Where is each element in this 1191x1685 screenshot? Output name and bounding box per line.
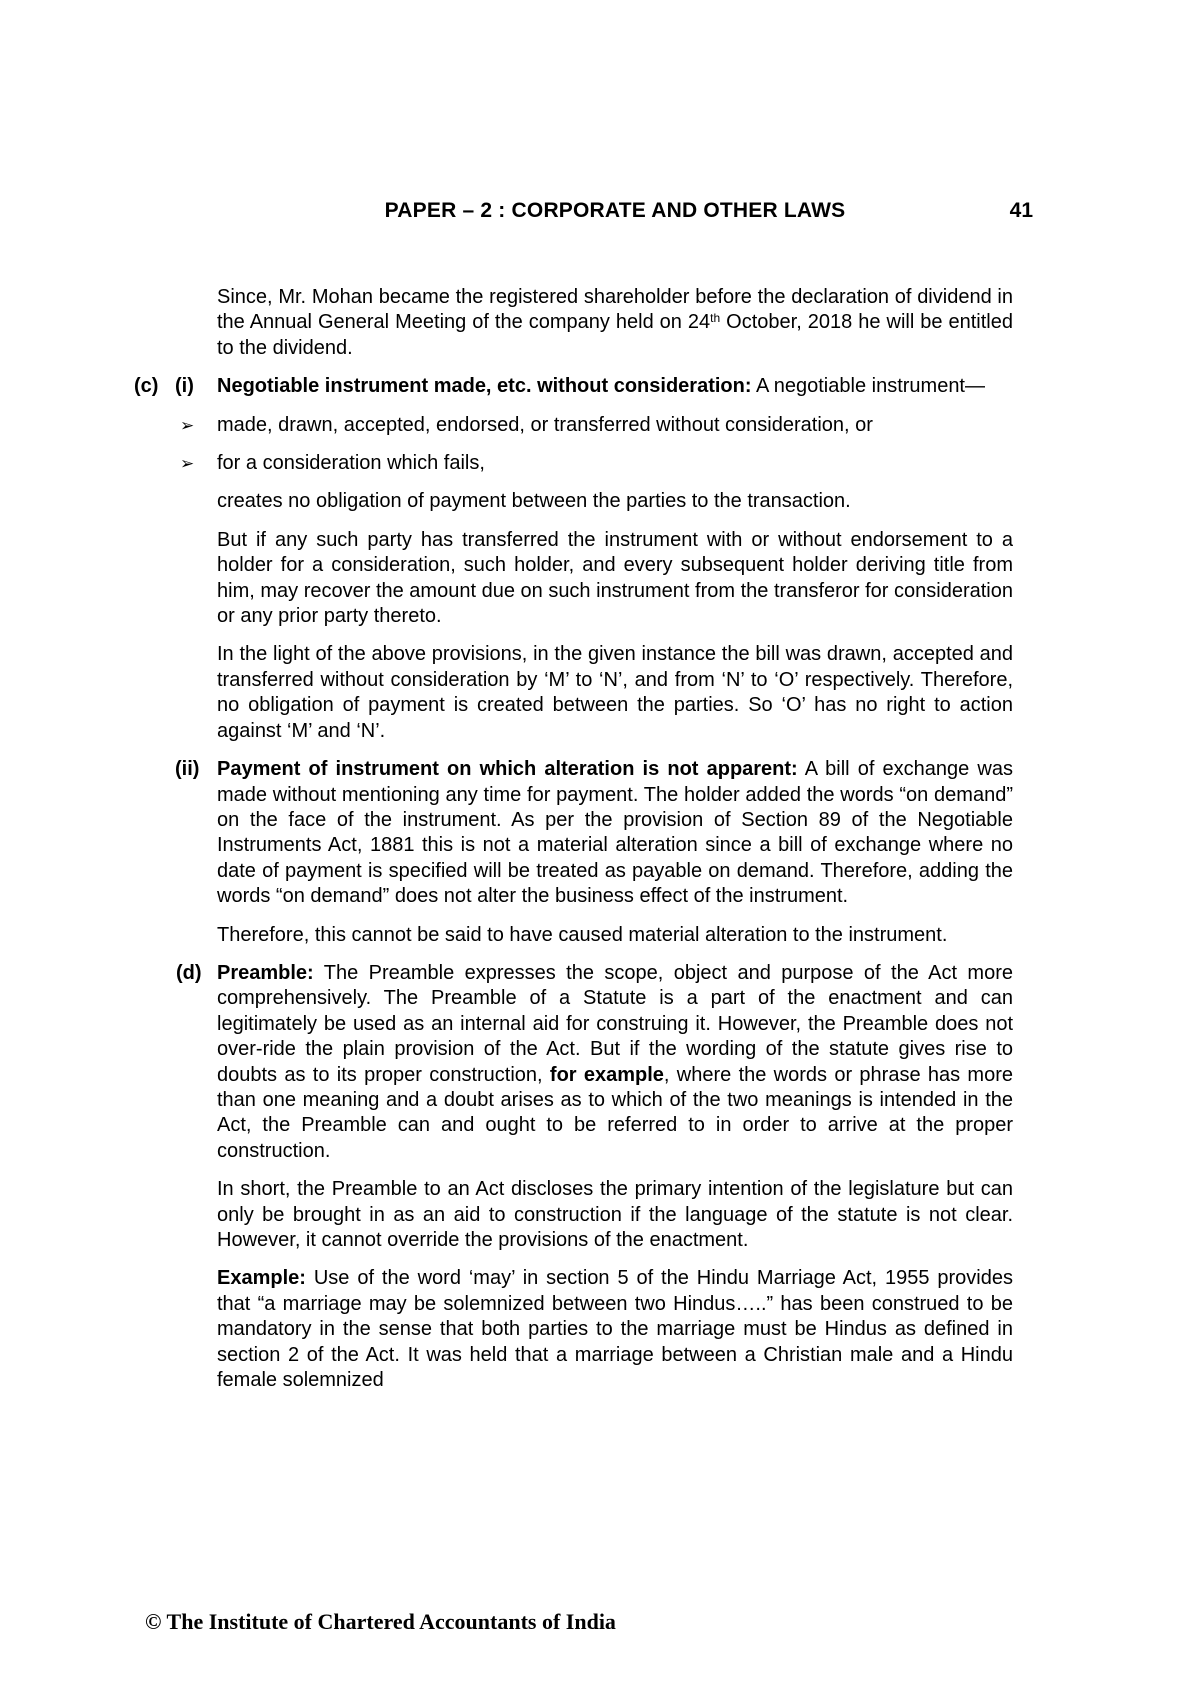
bullet-item-1-text: made, drawn, accepted, endorsed, or transferred without consideration, or bbox=[217, 413, 873, 436]
item-c-ii-body-text: A bill of exchange was made without mentioning any time for payment. The holder added the words “on demand” on the face of the instrument. As per the provision of Section 89 of the Negotiable Instruments Act, 1881 this is not a material alteration since a bill of exchange where no date of payment is specified will be treated as payable on demand. Therefore, adding the words “on demand” does not alter the business effect of the instrument. bbox=[217, 758, 1014, 908]
example-label-bold: Example: bbox=[217, 1267, 306, 1290]
bullet-item-2-text: for a consideration which fails, bbox=[217, 452, 485, 475]
item-c-ii-marker: (ii) bbox=[175, 758, 200, 781]
arrow-bullet-icon: ➢ bbox=[180, 454, 195, 475]
example-body-text: Use of the word ‘may’ in section 5 of the Hindu Marriage Act, 1955 provides that “a marriage may be solemnized between two Hindus…..” has been construed to be mandatory in the sense that both parties to the marriage must be Hindus as defined in section 2 of the Act. It was held that a marriage between a Christian male and a Hindu female solemnized bbox=[217, 1267, 1013, 1392]
page-header bbox=[217, 199, 1033, 223]
page-number: 41 bbox=[1009, 199, 1033, 222]
arrow-bullet-icon: ➢ bbox=[180, 415, 195, 436]
item-c-i-paragraph-3: In the light of the above provisions, in the given instance the bill was drawn, accepted and transferred without consideration by ‘M’ to ‘N’, and from ‘N’ to ‘O’ respectively. Therefore, no obligation of payment is created between the parties. So ‘O’ has no right to action against ‘M’ and ‘N’. bbox=[217, 643, 1013, 742]
item-d-marker: (d) bbox=[176, 961, 202, 984]
item-c-i-heading-bold: Negotiable instrument made, etc. without consideration: bbox=[217, 375, 752, 398]
item-d-paragraph-2: In short, the Preamble to an Act discloses the primary intention of the legislature but can only be brought in as an aid to construction if the language of the statute is not clear. However, it cannot override the provisions of the enactment. bbox=[217, 1178, 1013, 1251]
intro-text-post: October, 2018 he will be entitled to the dividend. bbox=[217, 311, 1013, 359]
item-c-i-heading-rest: A negotiable instrument— bbox=[751, 375, 985, 398]
item-c-marker: (c) bbox=[134, 375, 159, 398]
page-title: PAPER – 2 : CORPORATE AND OTHER LAWS bbox=[384, 199, 846, 222]
item-c-i-marker: (i) bbox=[175, 375, 194, 398]
item-c-i-paragraph-1: creates no obligation of payment between the parties to the transaction. bbox=[217, 490, 851, 513]
example-paragraph bbox=[217, 1266, 1013, 1393]
intro-paragraph bbox=[217, 285, 1013, 361]
item-d-body-1: The Preamble expresses the scope, object and purpose of the Act more comprehensively. The Preamble of a Statute is a part of the enactment and can legitimately be used as an internal aid for construing it. However, the Preamble does not over-ride the plain provision of the Act. But if the wording of the statute gives rise to doubts as to its proper construction, bbox=[217, 961, 1013, 1086]
copyright-footer: © The Institute of Chartered Accountants of India bbox=[145, 1609, 616, 1634]
item-d-heading-bold: Preamble: bbox=[217, 961, 314, 984]
item-d-paragraph bbox=[176, 961, 1013, 1164]
bullet-item-2 bbox=[180, 451, 1013, 476]
item-d-bold-2: for example bbox=[549, 1063, 664, 1086]
item-c-ii-paragraph bbox=[175, 757, 1014, 909]
superscript-th: th bbox=[710, 311, 721, 326]
item-c-i-heading-paragraph bbox=[134, 374, 1013, 399]
item-c-ii-heading-bold: Payment of instrument on which alteration is not apparent: bbox=[217, 758, 798, 781]
intro-text-pre: Since, Mr. Mohan became the registered shareholder before the declaration of dividend in the Annual General Meeting of the company held on 24 bbox=[217, 286, 1013, 334]
item-c-i-paragraph-2: But if any such party has transferred the instrument with or without endorsement to a holder for a consideration, such holder, and every subsequent holder deriving title from him, may recover the amount due on such instrument from the transferor for consideration or any prior party thereto. bbox=[217, 528, 1013, 628]
bullet-item-1 bbox=[180, 413, 1013, 438]
document-body bbox=[134, 285, 1014, 1406]
item-c-ii-paragraph-2: Therefore, this cannot be said to have caused material alteration to the instrument. bbox=[217, 923, 948, 946]
item-d-body-2: , where the words or phrase has more than one meaning and a doubt arises as to which of the two meanings is intended in the Act, the Preamble can and ought to be referred to in order to arrive at the proper construction. bbox=[217, 1063, 1013, 1162]
